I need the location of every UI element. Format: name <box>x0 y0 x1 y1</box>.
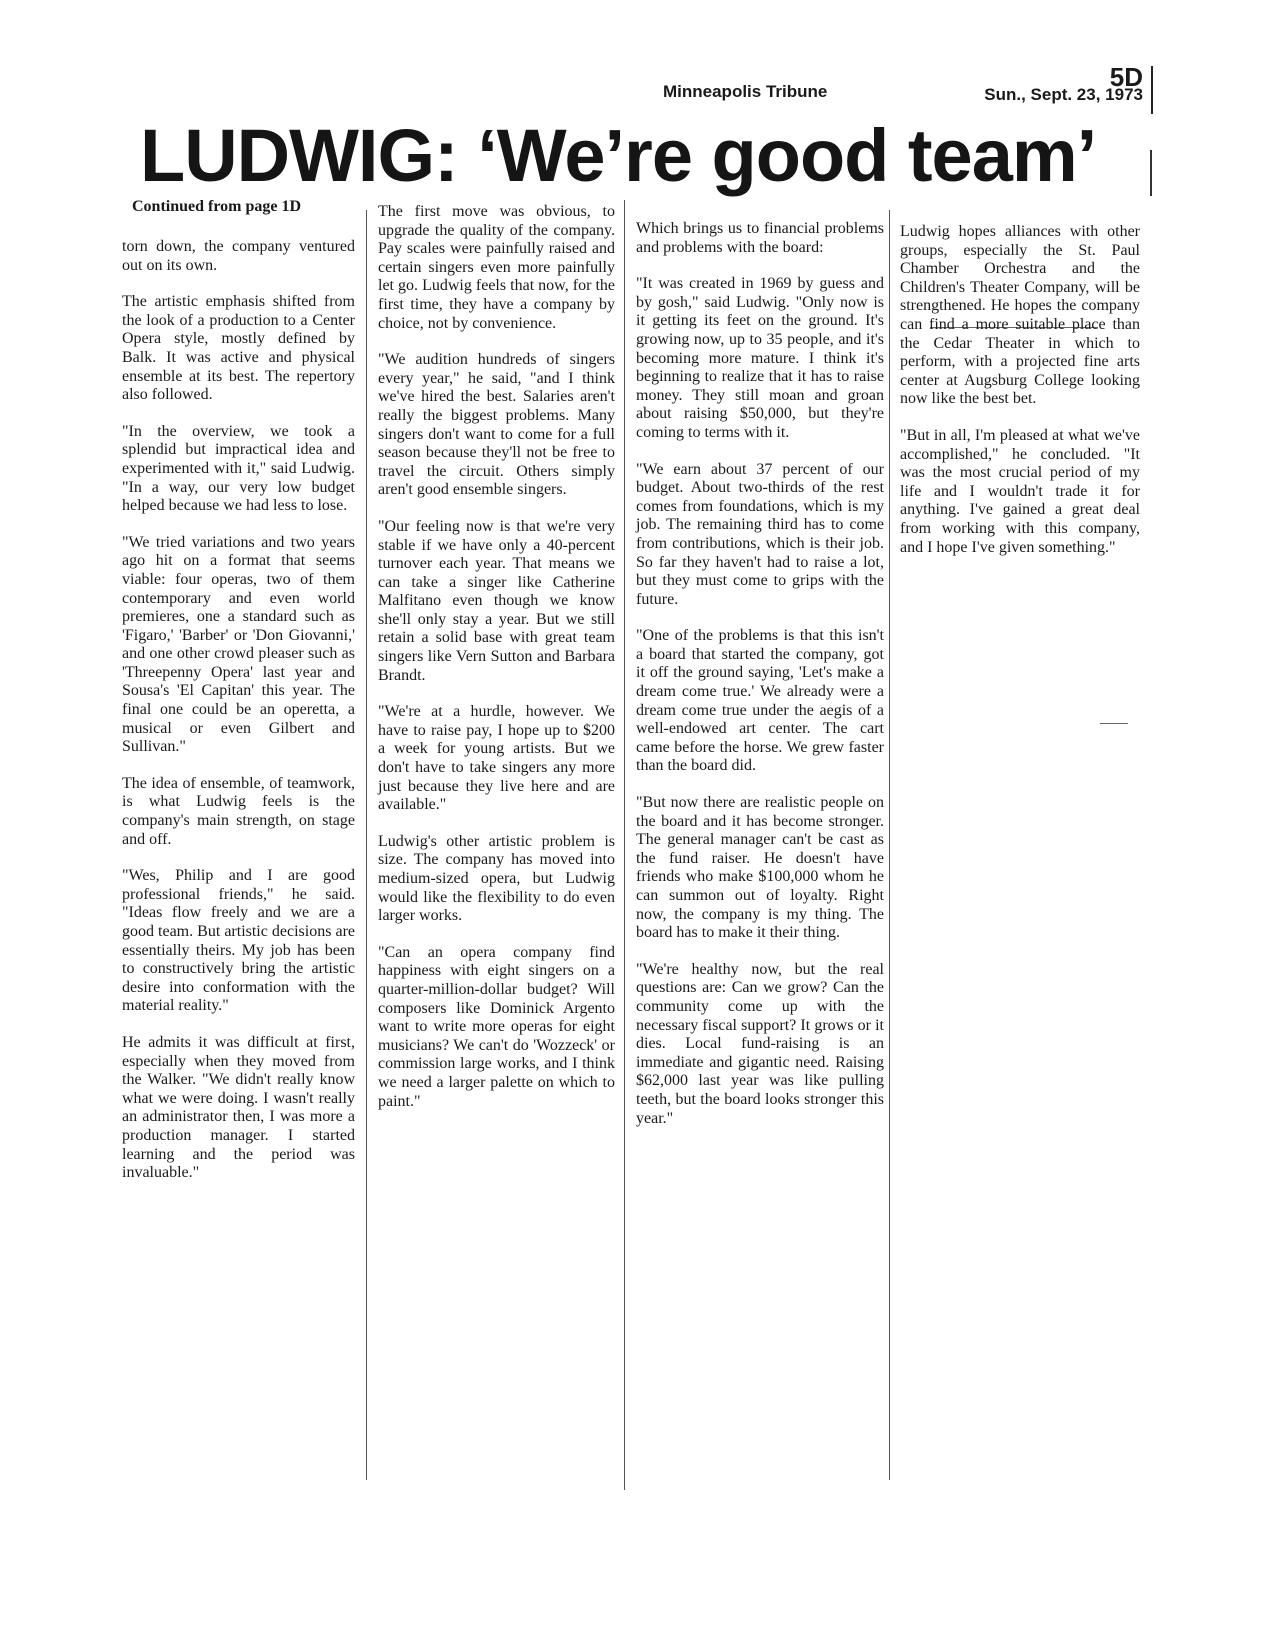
paragraph: The idea of ensemble, of teamwork, is what Ludwig feels is the company's main strength, on stage and off. <box>122 774 355 848</box>
article-column-1 <box>122 238 355 1201</box>
headline-rule <box>1150 150 1152 196</box>
paragraph: Which brings us to financial problems and problems with the board: <box>636 220 884 256</box>
column-rule <box>889 210 890 1480</box>
paragraph: "We tried variations and two years ago hit on a format that seems viable: four operas, two of them contemporary and even world premieres, one a standard such as 'Figaro,' 'Barber' or 'Don Giovanni,' and one other crowd pleaser such as 'Threepenny Opera' last year and Sousa's 'El Capitan' this year. The final one could be an operetta, a musical or even Gilbert and Sullivan." <box>122 533 355 756</box>
continued-line: Continued from page 1D <box>132 198 302 215</box>
paragraph: The artistic emphasis shifted from the look of a production to a Center Opera style, mostly defined by Balk. It was active and physical ensemble at its best. The repertory also followed. <box>122 293 355 404</box>
paragraph: Ludwig's other artistic problem is size. The company has moved into medium-sized opera, but Ludwig would like the flexibility to do even larger works. <box>378 832 615 925</box>
paragraph: "But now there are realistic people on the board and it has become stronger. The general manager can't be cast as the fund raiser. He doesn't have friends who make $100,000 whom he can summon out of loyalty. Right now, the company is my thing. The board has to make it their thing. <box>636 794 884 942</box>
paragraph: He admits it was difficult at first, especially when they moved from the Walker. "We didn't really know what we were doing. I wasn't really an administrator then, I was more a production manager. I started learning and the period was invaluable." <box>122 1033 355 1182</box>
headline: LUDWIG: ‘We’re good team’ <box>140 114 1097 197</box>
paragraph: "In the overview, we took a splendid but impractical idea and experimented with it," said Ludwig. "In a way, our very low budget helped because we had less to lose. <box>122 422 355 515</box>
paragraph: "Wes, Philip and I are good professional friends," he said. "Ideas flow freely and we are a good team. But artistic decisions are essentially theirs. My job has been to constructively bring the artistic desire into conformation with the material reality." <box>122 867 355 1015</box>
newspaper-name: Minneapolis Tribune <box>663 82 828 101</box>
page-number: 5D <box>1109 62 1143 92</box>
end-rule <box>1100 723 1128 724</box>
paragraph: The first move was obvious, to upgrade the quality of the company. Pay scales were painfully raised and certain singers even more painfully let go. Ludwig feels that now, for the first time, they have a company by choice, not by convenience. <box>378 203 615 332</box>
paragraph: "Our feeling now is that we're very stable if we have only a 40-percent turnover each year. That means we can take a singer like Catherine Malfitano even though we know she'll only stay a year. But we still retain a solid base with great team singers like Vern Sutton and Barbara Brandt. <box>378 517 615 684</box>
paragraph: "Can an opera company find happiness with eight singers on a quarter-million-dollar budget? Will composers like Dominick Argento want to write more operas for eight musicians? We can't do 'Wozzeck' or commission large works, and I think we need a larger palette on which to paint." <box>378 943 615 1110</box>
paragraph: "One of the problems is that this isn't a board that started the company, got it off the ground saying, 'Let's make a dream come true.' We already were a dream come true under the aegis of a well-endowed art center. The cart came before the horse. We grew faster than the board did. <box>636 627 884 775</box>
article-column-2 <box>378 203 615 1129</box>
publication-date: Sun., Sept. 23, 1973 <box>984 85 1143 104</box>
paragraph: "We earn about 37 percent of our budget. About two-thirds of the rest comes from foundations, which is my job. The remaining third has to come from contributions, which is their job. So far they haven't had to raise a lot, but they must come to grips with the future. <box>636 460 884 608</box>
paragraph: "We're healthy now, but the real questions are: Can we grow? Can the community come up with the necessary fiscal support? It grows or it dies. Local fund-raising is an immediate and gigantic need. Raising $62,000 last year was like pulling teeth, but the board looks stronger this year." <box>636 960 884 1127</box>
paragraph: "But in all, I'm pleased at what we've accomplished," he concluded. "It was the most crucial period of my life and I wouldn't trade it for anything. I've gained a great deal from working with this company, and I hope I've given something." <box>900 426 1140 556</box>
paragraph: "We audition hundreds of singers every year," he said, "and I think we've hired the best. Salaries aren't really the biggest problems. Many singers don't want to come for a full season because they'll not be free to travel the circuit. Others simply aren't good ensemble singers. <box>378 351 615 499</box>
article-column-4 <box>900 223 1140 575</box>
paragraph: "We're at a hurdle, however. We have to raise pay, I hope up to $200 a week for young artists. But we don't have to take singers any more just because they live here and are available." <box>378 703 615 814</box>
paragraph: "It was created in 1969 by guess and by gosh," said Ludwig. "Only now is it getting its feet on the ground. It's growing now, up to 35 people, and it's becoming more mature. I think it's beginning to realize that it has to raise money. They still moan and groan about raising $50,000, but they're coming to terms with it. <box>636 275 884 441</box>
column-rule <box>366 210 367 1480</box>
paragraph: Ludwig hopes alliances with other groups, especially the St. Paul Chamber Orchestra and the Children's Theater Company, will be strengthened. He hopes the company can find a more suitable place than the Cedar Theater in which to perform, with a projected fine arts center at Augsburg College looking now like the best bet. <box>900 223 1140 408</box>
article-column-3 <box>636 220 884 1146</box>
masthead-rule <box>1151 66 1153 114</box>
column-rule <box>624 200 625 1490</box>
paragraph: torn down, the company ventured out on its own. <box>122 238 355 274</box>
